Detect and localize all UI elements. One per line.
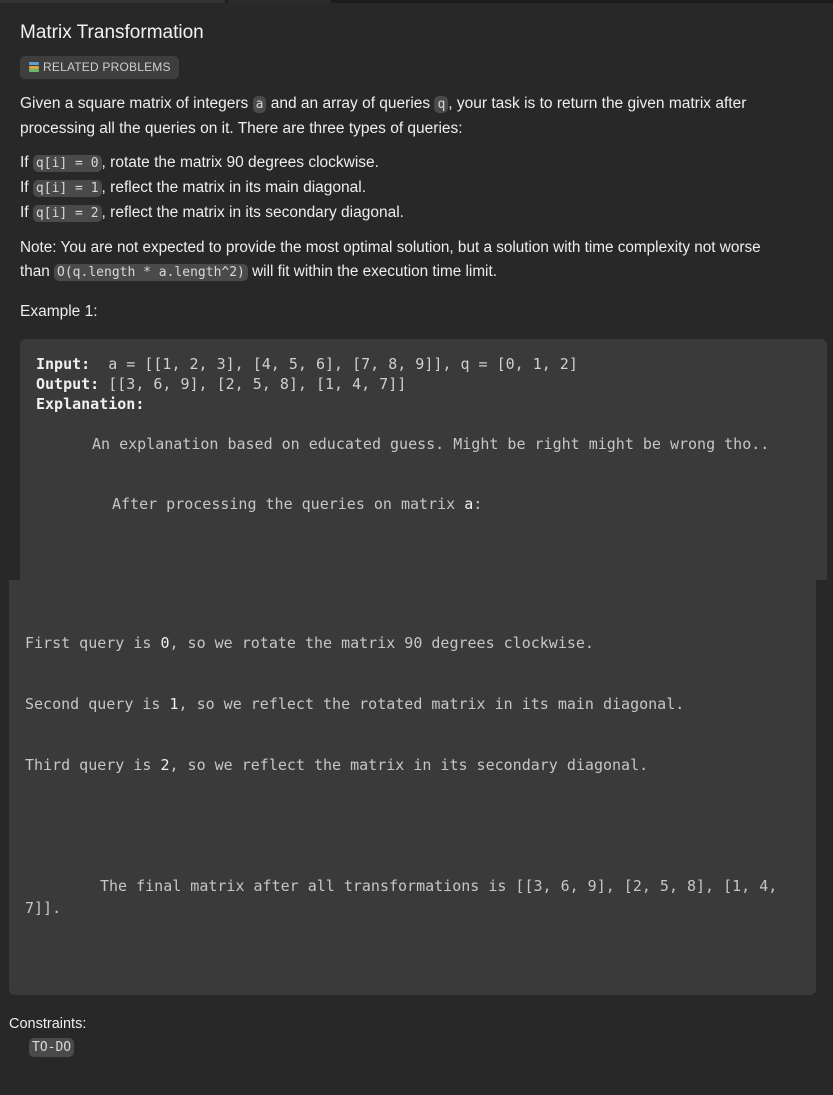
input-value: a = [[1, 2, 3], [4, 5, 6], [7, 8, 9]], q = [0, 1, 2] (90, 355, 578, 373)
q3-value: 2 (160, 756, 170, 774)
constraints-code: TO-DO (29, 1038, 74, 1057)
example-block-top (20, 339, 827, 580)
q3-text: , so we reflect the matrix in its secondary diagonal. (169, 756, 649, 774)
inline-code-q: q (434, 96, 448, 113)
rule-text: , reflect the matrix in its secondary diagonal. (101, 204, 404, 221)
rule-item (20, 151, 820, 176)
rule-item (20, 176, 820, 201)
after-var: a (464, 495, 474, 513)
rule-code: q[i] = 0 (33, 155, 102, 172)
after-text: : (473, 495, 483, 513)
note-code: O(q.length * a.length^2) (54, 264, 248, 281)
q1-text: First query is (25, 634, 161, 652)
inline-code-a: a (253, 96, 267, 113)
rule-text: , rotate the matrix 90 degrees clockwise. (101, 154, 379, 171)
first-query-line (25, 634, 594, 652)
q1-text: , so we rotate the matrix 90 degrees clockwise. (169, 634, 594, 652)
after-text: After processing the queries on matrix (112, 495, 465, 513)
problem-intro (20, 92, 820, 141)
intro-text: and an array of queries (266, 95, 435, 112)
explanation-guess-line: An explanation based on educated guess. Might be right might be wrong tho.. (92, 435, 770, 453)
rule-item (20, 201, 820, 226)
output-label: Output: (36, 375, 100, 393)
complexity-note (20, 236, 825, 285)
rule-prefix: If (20, 179, 33, 196)
output-line (36, 375, 406, 393)
final-matrix-line-cont: 7]]. (25, 899, 62, 917)
rule-prefix: If (20, 154, 33, 171)
input-line (36, 355, 578, 373)
explanation-label: Explanation: (36, 395, 145, 413)
note-text: Note: You are not expected to provide the most optimal solution, but a solution with time complexity not worse (20, 239, 761, 256)
q1-value: 0 (160, 634, 170, 652)
page-title: Matrix Transformation (20, 22, 204, 43)
q3-text: Third query is (25, 756, 161, 774)
rule-code: q[i] = 2 (33, 205, 102, 222)
rule-prefix: If (20, 204, 33, 221)
final-matrix-line: The final matrix after all transformations is [[3, 6, 9], [2, 5, 8], [1, 4, (100, 877, 778, 895)
constraints-value (29, 1038, 74, 1056)
q2-text: , so we reflect the rotated matrix in its main diagonal. (178, 695, 685, 713)
third-query-line (25, 756, 648, 774)
constraints-heading: Constraints: (9, 1016, 87, 1032)
second-query-line (25, 695, 684, 713)
q2-value: 1 (169, 695, 179, 713)
note-text: will fit within the execution time limit. (247, 263, 497, 280)
rule-text: , reflect the matrix in its main diagonal. (101, 179, 367, 196)
note-text: than (20, 263, 55, 280)
books-icon (28, 62, 40, 72)
intro-text: , your task is to return the given matrix after (448, 95, 747, 112)
q2-text: Second query is (25, 695, 170, 713)
example-heading: Example 1: (20, 303, 98, 320)
related-problems-button[interactable] (20, 56, 179, 79)
rule-code: q[i] = 1 (33, 180, 102, 197)
intro-text: processing all the queries on it. There are three types of queries: (20, 120, 463, 137)
output-value: [[3, 6, 9], [2, 5, 8], [1, 4, 7]] (99, 375, 407, 393)
query-rules (20, 151, 820, 226)
example-block-bottom (9, 580, 816, 995)
input-label: Input: (36, 355, 91, 373)
related-problems-label: RELATED PROBLEMS (43, 60, 171, 74)
intro-text: Given a square matrix of integers (20, 95, 253, 112)
explanation-after-line (112, 495, 482, 513)
